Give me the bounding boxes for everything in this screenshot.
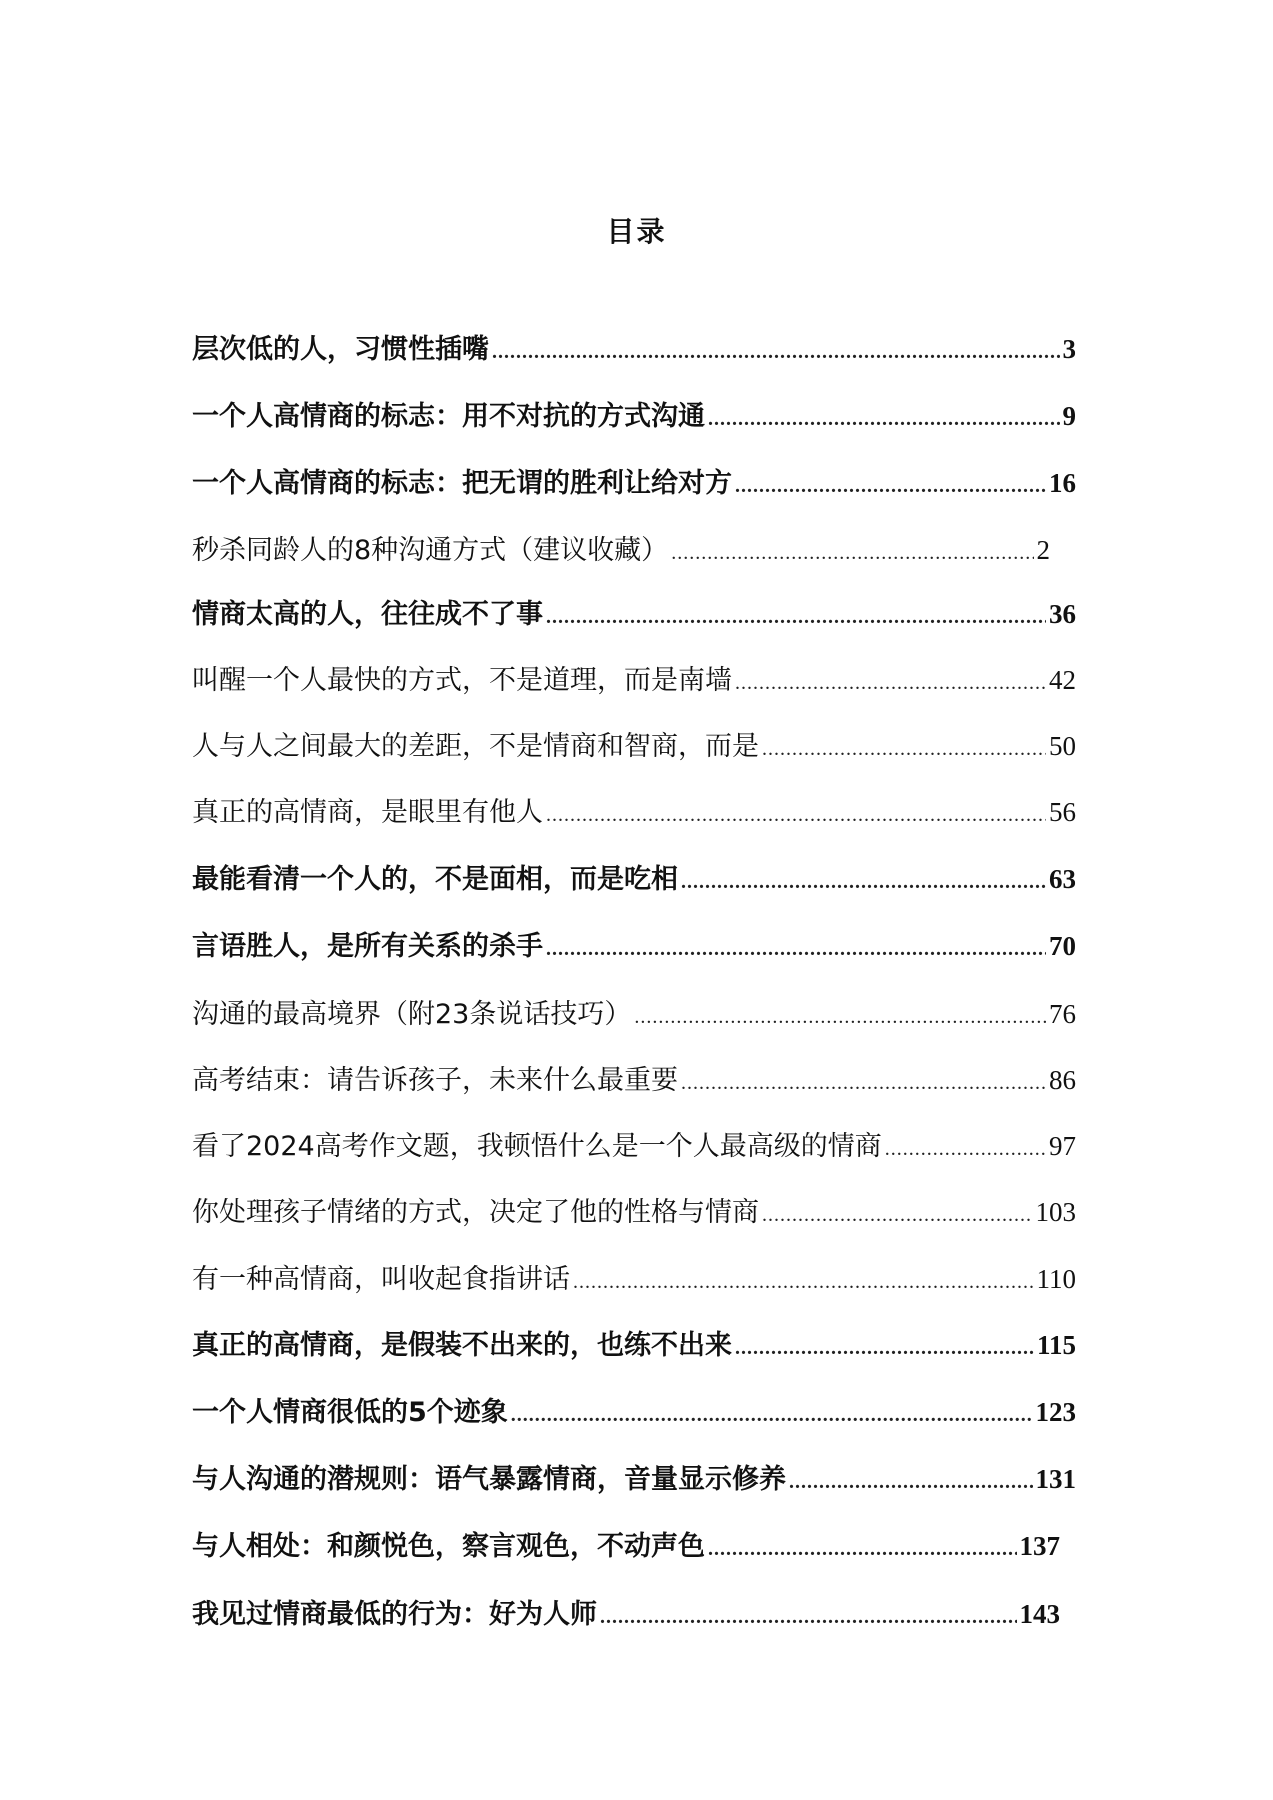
toc-entry-title: 与人相处：和颜悦色，察言观色，不动声色	[192, 1531, 705, 1562]
toc-entry-title: 看了2024高考作文题，我顿悟什么是一个人最高级的情商	[192, 1131, 882, 1162]
toc-entry-title: 你处理孩子情绪的方式，决定了他的性格与情商	[192, 1197, 759, 1228]
toc-entry-page: 123	[1035, 1397, 1076, 1427]
toc-entry-page: 86	[1049, 1065, 1076, 1095]
toc-leader-dots	[735, 475, 1046, 498]
toc-entry-title: 我见过情商最低的行为：好为人师	[192, 1599, 597, 1630]
toc-leader-dots	[885, 1138, 1046, 1161]
toc-entry[interactable]	[192, 528, 1050, 564]
toc-leader-dots	[634, 1006, 1046, 1029]
toc-entry-title: 一个人高情商的标志：把无谓的胜利让给对方	[192, 468, 732, 499]
toc-leader-dots	[762, 1204, 1033, 1227]
toc-entry[interactable]	[192, 327, 1076, 363]
toc-leader-dots	[681, 871, 1046, 894]
toc-entry[interactable]	[192, 1457, 1076, 1493]
toc-entry[interactable]	[192, 1592, 1060, 1628]
toc-entry-title: 一个人高情商的标志：用不对抗的方式沟通	[192, 401, 705, 432]
toc-entry-page: 76	[1049, 999, 1076, 1029]
toc-entry-page: 16	[1049, 468, 1076, 498]
toc-entry-title: 沟通的最高境界（附23条说话技巧）	[192, 999, 632, 1030]
toc-entry-page: 137	[1019, 1531, 1060, 1561]
toc-entry-page: 2	[1036, 535, 1050, 565]
toc-entry-title: 层次低的人，习惯性插嘴	[192, 334, 489, 365]
toc-leader-dots	[573, 1271, 1034, 1294]
toc-entry-page: 97	[1049, 1131, 1076, 1161]
toc-entry-title: 真正的高情商，是假装不出来的，也练不出来	[192, 1330, 732, 1361]
toc-entry-page: 3	[1062, 334, 1076, 364]
toc-entry[interactable]	[192, 1058, 1076, 1094]
toc-entry-page: 143	[1019, 1599, 1060, 1629]
toc-entry-title: 真正的高情商，是眼里有他人	[192, 797, 543, 828]
toc-leader-dots	[511, 1404, 1033, 1427]
toc-entry-title: 高考结束：请告诉孩子，未来什么最重要	[192, 1065, 678, 1096]
toc-entry[interactable]	[192, 1190, 1076, 1226]
toc-entry-title: 一个人情商很低的5个迹象	[192, 1397, 508, 1428]
toc-entry-page: 110	[1036, 1264, 1076, 1294]
toc-leader-dots	[492, 341, 1060, 364]
toc-entry-title: 与人沟通的潜规则：语气暴露情商，音量显示修养	[192, 1464, 786, 1495]
toc-entry[interactable]	[192, 790, 1076, 826]
toc-entry-page: 50	[1049, 731, 1076, 761]
toc-leader-dots	[708, 408, 1060, 431]
toc-leader-dots	[708, 1538, 1017, 1561]
toc-leader-dots	[681, 1072, 1046, 1095]
toc-entry-page: 70	[1049, 931, 1076, 961]
toc-entry-page: 9	[1062, 401, 1076, 431]
toc-leader-dots	[546, 606, 1046, 629]
toc-leader-dots	[735, 1337, 1034, 1360]
toc-entry-title: 有一种高情商，叫收起食指讲话	[192, 1264, 570, 1295]
toc-entry[interactable]	[192, 1257, 1076, 1293]
toc-entry[interactable]	[192, 924, 1076, 960]
toc-entry-page: 131	[1035, 1464, 1076, 1494]
toc-entry[interactable]	[192, 1124, 1076, 1160]
toc-entry[interactable]	[192, 1524, 1060, 1560]
toc-entry[interactable]	[192, 1323, 1076, 1359]
toc-entry-page: 36	[1049, 599, 1076, 629]
toc-entry-page: 63	[1049, 864, 1076, 894]
toc-entry-title: 言语胜人，是所有关系的杀手	[192, 931, 543, 962]
toc-entry[interactable]	[192, 724, 1076, 760]
toc-leader-dots	[546, 938, 1046, 961]
toc-title: 目录	[606, 215, 667, 248]
toc-entry[interactable]	[192, 857, 1076, 893]
toc-entry-page: 56	[1049, 797, 1076, 827]
toc-entry[interactable]	[192, 461, 1076, 497]
toc-entry-page: 115	[1036, 1330, 1076, 1360]
toc-entry-title: 人与人之间最大的差距，不是情商和智商，而是	[192, 731, 759, 762]
toc-entry[interactable]	[192, 992, 1076, 1028]
toc-entry-title: 最能看清一个人的，不是面相，而是吃相	[192, 864, 678, 895]
toc-leader-dots	[671, 542, 1033, 565]
toc-leader-dots	[762, 738, 1046, 761]
toc-entry-page: 103	[1035, 1197, 1076, 1227]
toc-entry[interactable]	[192, 394, 1076, 430]
toc-entry-title: 情商太高的人，往往成不了事	[192, 599, 543, 630]
toc-entry[interactable]	[192, 658, 1076, 694]
toc-entry-title: 叫醒一个人最快的方式，不是道理，而是南墙	[192, 665, 732, 696]
toc-leader-dots	[600, 1606, 1017, 1629]
toc-leader-dots	[546, 804, 1046, 827]
toc-leader-dots	[735, 672, 1046, 695]
toc-entry-page: 42	[1049, 665, 1076, 695]
toc-entry[interactable]	[192, 592, 1076, 628]
toc-entry-title: 秒杀同龄人的8种沟通方式（建议收藏）	[192, 535, 669, 566]
toc-leader-dots	[789, 1471, 1033, 1494]
toc-entry[interactable]	[192, 1390, 1076, 1426]
